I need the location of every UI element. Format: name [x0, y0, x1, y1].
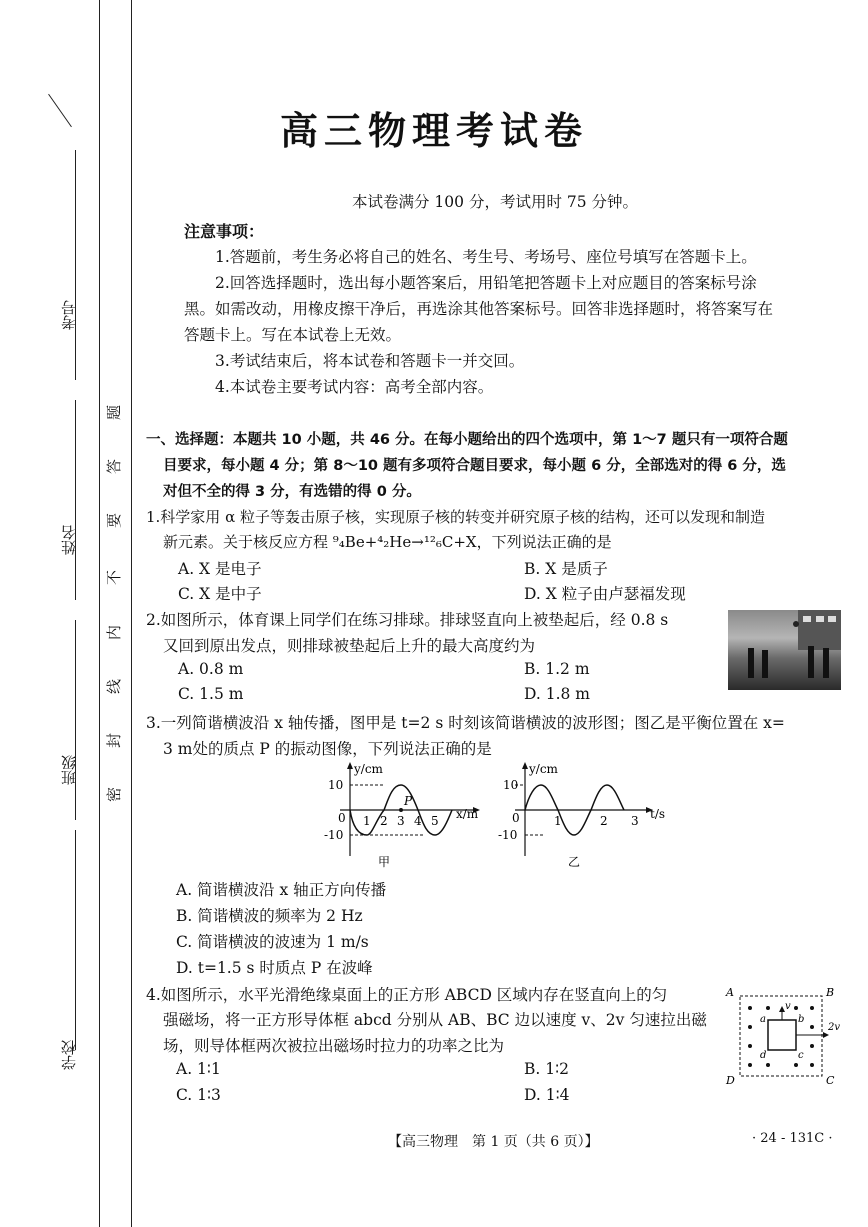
- q4-stem: 场，则导体框两次被拉出磁场时拉力的功率之比为: [163, 1037, 505, 1055]
- notice-line: 答题卡上。写在本试卷上无效。: [184, 326, 402, 344]
- corner-A: A: [726, 986, 734, 999]
- graph-a-caption: 甲: [378, 855, 391, 869]
- vibration-graph-b: [498, 760, 678, 879]
- graph-a-tick: 4: [414, 814, 422, 828]
- school-label: 学校: [60, 1040, 78, 1070]
- section-heading: 一、选择题：本题共 10 小题，共 46 分。在每小题给出的四个选项中，第 1～7 题只有一项符合题: [146, 432, 788, 448]
- q4-option-d: D. 1∶4: [524, 1086, 570, 1104]
- volleyball-photo: [728, 610, 841, 690]
- graph-a-tick: 1: [363, 814, 371, 828]
- q3-option-c: C. 简谐横波的波速为 1 m/s: [176, 933, 369, 951]
- q4-stem: 4.如图所示，水平光滑绝缘桌面上的正方形 ABCD 区域内存在竖直向上的匀: [146, 986, 668, 1004]
- notice-line: 黑。如需改动，用橡皮擦干净后，再选涂其他答案标号。回答非选择题时，将答案写在: [184, 300, 774, 318]
- q1-stem: 1.科学家用 α 粒子等轰击原子核，实现原子核的转变并研究原子核的结构，还可以发现和制造: [146, 508, 765, 526]
- footer-page-info: 【高三物理 第 1 页（共 6 页）】: [388, 1134, 599, 1150]
- frame-b: b: [798, 1014, 805, 1025]
- exam-no-label: 考号: [60, 300, 78, 330]
- q2-option-c: C. 1.5 m: [178, 685, 244, 703]
- section-heading: 目要求，每小题 4 分；第 8～10 题有多项符合题目要求，每小题 6 分，全部选对的得 6 分，选: [163, 458, 786, 474]
- graph-b-caption: 乙: [568, 855, 581, 869]
- q2-option-b: B. 1.2 m: [524, 660, 590, 678]
- q4-stem: 强磁场，将一正方形导体框 abcd 分别从 AB、BC 边以速度 v、2v 匀速拉出磁: [163, 1011, 707, 1029]
- graph-b-ytop: 10: [503, 778, 519, 792]
- q1-option-d: D. X 粒子由卢瑟福发现: [524, 585, 686, 603]
- q3-stem: 3.一列简谐横波沿 x 轴传播，图甲是 t=2 s 时刻该简谐横波的波形图；图乙是平衡位置在 x=: [146, 714, 785, 732]
- graph-b-tick: 1: [554, 814, 562, 828]
- corner-B: B: [826, 986, 835, 999]
- graph-a-tick: 5: [431, 814, 439, 828]
- graph-a-point: P: [404, 794, 413, 808]
- seal-char: 封: [105, 732, 124, 749]
- seal-char: 密: [105, 786, 124, 803]
- graph-a-ytop: 10: [328, 778, 344, 792]
- class-label: 班级: [60, 755, 78, 785]
- subtitle: 本试卷满分 100 分，考试用时 75 分钟。: [352, 193, 639, 211]
- graph-a-ylabel: y/cm: [354, 762, 383, 776]
- q3-stem: 3 m处的质点 P 的振动图像，下列说法正确的是: [163, 740, 492, 758]
- notice-line: 4.本试卷主要考试内容：高考全部内容。: [215, 378, 494, 396]
- graph-b-origin: 0: [512, 811, 520, 825]
- graph-a-ybot: -10: [324, 828, 344, 842]
- q1-stem: 新元素。关于核反应方程 ⁹₄Be+⁴₂He→¹²₆C+X，下列说法正确的是: [163, 533, 612, 551]
- notice-line: 1.答题前，考生务必将自己的姓名、考生号、考场号、座位号填写在答题卡上。: [215, 248, 757, 266]
- notice-heading: 注意事项：: [184, 222, 265, 241]
- seal-char: 题: [105, 404, 124, 421]
- notice-line: 3.考试结束后，将本试卷和答题卡一并交回。: [215, 352, 525, 370]
- wave-graph-a: [320, 760, 490, 879]
- seal-char: 要: [105, 512, 124, 529]
- velocity-v: v: [785, 1001, 791, 1012]
- graph-a-tick: 2: [380, 814, 388, 828]
- name-label: 姓名: [60, 525, 78, 555]
- seal-char: 内: [105, 624, 124, 641]
- graph-b-tick: 3: [631, 814, 639, 828]
- class-line: [75, 620, 76, 820]
- footer-code: · 24 - 131C ·: [752, 1131, 833, 1146]
- school-line: [75, 830, 76, 1050]
- q4-option-a: A. 1∶1: [176, 1060, 221, 1078]
- q1-option-b: B. X 是质子: [524, 560, 608, 578]
- q4-option-c: C. 1∶3: [176, 1086, 221, 1104]
- velocity-2v: 2v: [828, 1022, 841, 1033]
- q2-stem: 又回到原出发点，则排球被垫起后上升的最大高度约为: [163, 637, 536, 655]
- notice-line: 2.回答选择题时，选出每小题答案后，用铅笔把答题卡上对应题目的答案标号涂: [215, 274, 757, 292]
- seal-char: 不: [105, 569, 124, 586]
- seal-char: 答: [105, 458, 124, 475]
- graph-a-tick: 3: [397, 814, 405, 828]
- graph-b-tick: 2: [600, 814, 608, 828]
- frame-a: a: [760, 1014, 766, 1025]
- frame-d: d: [760, 1050, 767, 1061]
- name-line: [75, 400, 76, 600]
- magnetic-field-diagram: [724, 984, 848, 1094]
- graph-b-ylabel: y/cm: [529, 762, 558, 776]
- q3-option-d: D. t=1.5 s 时质点 P 在波峰: [176, 959, 373, 977]
- corner-C: C: [826, 1074, 835, 1087]
- page-title: 高三物理考试卷: [279, 109, 588, 153]
- margin-rule-left: [99, 0, 100, 1227]
- exam-no-line: [75, 150, 76, 380]
- q4-option-b: B. 1∶2: [524, 1060, 570, 1078]
- graph-b-ybot: -10: [498, 828, 518, 842]
- section-heading: 对但不全的得 3 分，有选错的得 0 分。: [163, 484, 421, 500]
- q3-option-b: B. 简谐横波的频率为 2 Hz: [176, 907, 363, 925]
- margin-rule-right: [131, 0, 132, 1227]
- graph-a-xlabel: x/m: [456, 807, 479, 821]
- graph-a-origin: 0: [338, 811, 346, 825]
- graph-b-xlabel: t/s: [650, 807, 666, 821]
- q2-option-d: D. 1.8 m: [524, 685, 591, 703]
- seal-char: 线: [105, 678, 124, 695]
- frame-c: c: [798, 1050, 804, 1061]
- corner-D: D: [726, 1074, 735, 1087]
- q1-option-a: A. X 是电子: [178, 560, 262, 578]
- q3-option-a: A. 简谐横波沿 x 轴正方向传播: [176, 881, 387, 899]
- q2-option-a: A. 0.8 m: [178, 660, 244, 678]
- q2-stem: 2.如图所示，体育课上同学们在练习排球。排球竖直向上被垫起后，经 0.8 s: [146, 611, 669, 629]
- q1-option-c: C. X 是中子: [178, 585, 262, 603]
